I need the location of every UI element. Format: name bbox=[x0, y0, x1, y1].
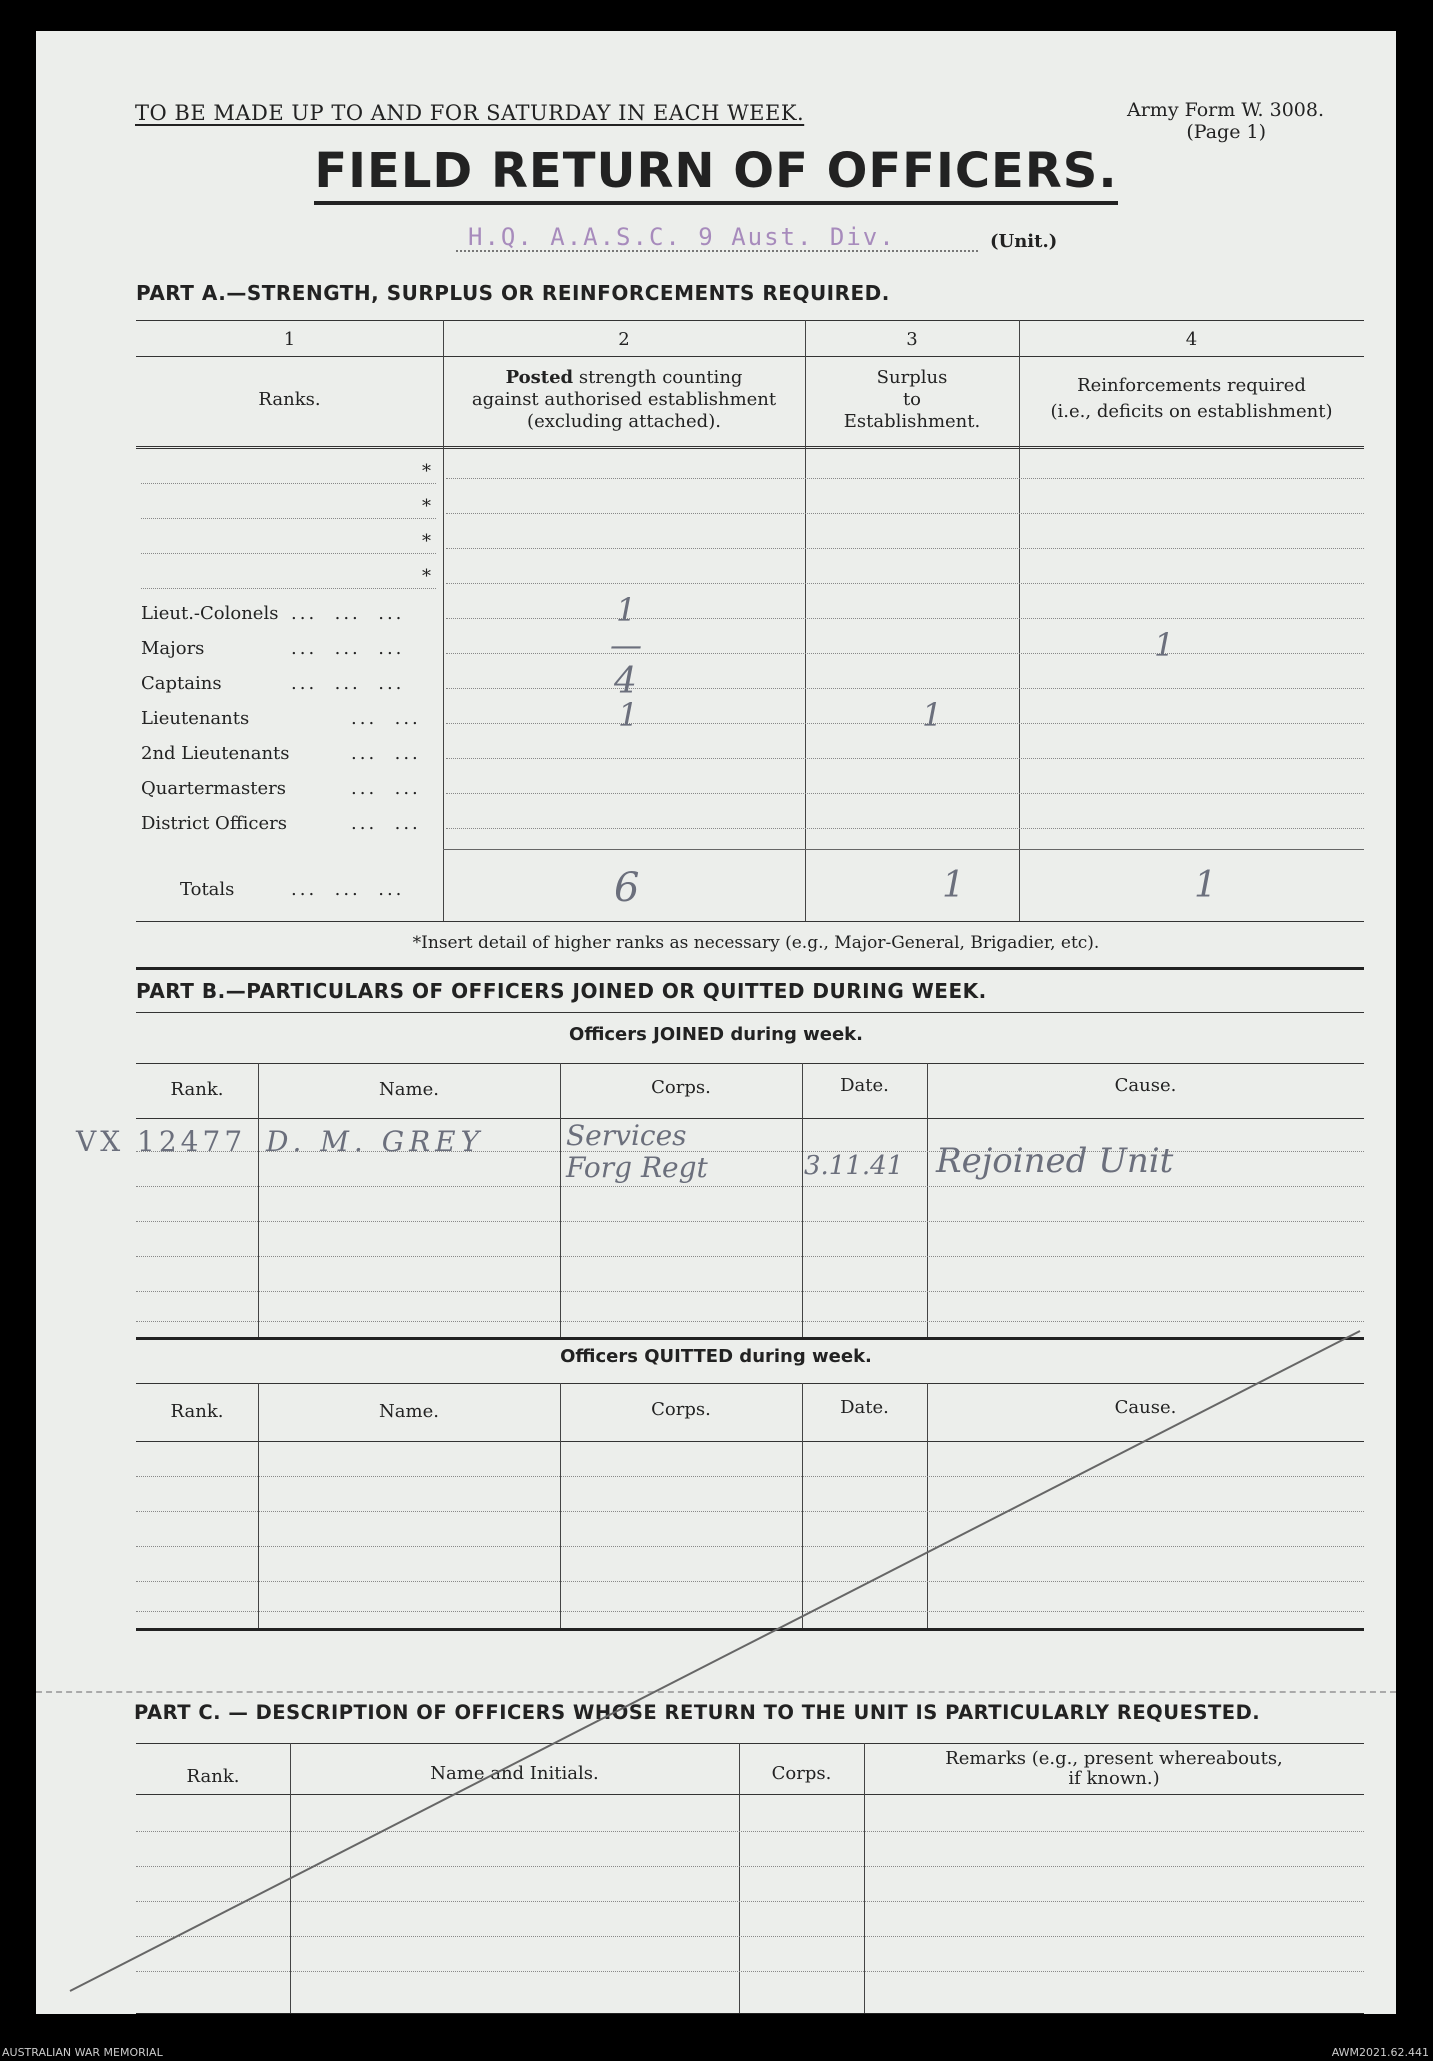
remarks-l1: Remarks (e.g., present whereabouts, bbox=[945, 1748, 1283, 1769]
rank-label: District Officers bbox=[141, 813, 287, 834]
joined-name: D. M. GREY bbox=[266, 1125, 485, 1158]
cross-out-line bbox=[36, 31, 1396, 2014]
asterisk: * bbox=[422, 531, 431, 552]
col-num-1: 1 bbox=[283, 329, 296, 350]
part-c-col-name: Name and Initials. bbox=[430, 1763, 599, 1784]
totals-reinforce: 1 bbox=[1194, 865, 1217, 906]
rank-label: Lieutenants bbox=[141, 708, 250, 729]
reinforce-header-l1: Reinforcements required bbox=[1077, 375, 1306, 396]
rank-label: Lieut.-Colonels bbox=[141, 603, 279, 624]
rank-label: 2nd Lieutenants bbox=[141, 743, 290, 764]
col-num-2: 2 bbox=[618, 329, 630, 350]
ranks-header: Ranks. bbox=[258, 389, 321, 410]
col-num-4: 4 bbox=[1185, 329, 1198, 350]
part-b-title: PART B.—PARTICULARS OF OFFICERS JOINED OR QUITTED DURING WEEK. bbox=[136, 979, 987, 1003]
leader-dots: ... ... bbox=[351, 813, 421, 834]
joined-col-date: Date. bbox=[840, 1075, 889, 1096]
footnote: *Insert detail of higher ranks as necessary (e.g., Major-General, Brigadier, etc). bbox=[412, 933, 1100, 953]
rank-label: Captains bbox=[141, 673, 222, 694]
posted-header-l2: against authorised establishment bbox=[471, 389, 777, 410]
joined-rank: VX 12477 bbox=[76, 1125, 247, 1158]
joined-corps-line2: Forg Regt bbox=[566, 1151, 708, 1184]
reinforce-header-l2: (i.e., deficits on establishment) bbox=[1050, 401, 1333, 422]
footer-archive: AUSTRALIAN WAR MEMORIAL bbox=[2, 2046, 163, 2059]
quitted-col-name: Name. bbox=[379, 1401, 439, 1422]
joined-col-corps: Corps. bbox=[651, 1077, 711, 1098]
unit-label: (Unit.) bbox=[990, 231, 1058, 252]
posted-header-bold: Posted bbox=[505, 367, 574, 388]
part-c-title: PART C. — DESCRIPTION OF OFFICERS WHOSE RETURN TO THE UNIT IS PARTICULARLY REQUESTED. bbox=[134, 1701, 1261, 1724]
posted-value: 4 bbox=[614, 661, 637, 702]
col-num-3: 3 bbox=[906, 329, 918, 350]
totals-posted: 6 bbox=[614, 865, 640, 911]
form-number-text: Army Form W. 3008. bbox=[1127, 99, 1324, 121]
quitted-title: Officers QUITTED during week. bbox=[560, 1346, 872, 1367]
part-c-col-rank: Rank. bbox=[186, 1766, 240, 1787]
part-c-col-corps: Corps. bbox=[771, 1763, 832, 1784]
posted-value: 1 bbox=[616, 591, 637, 629]
leader-dots: ... ... bbox=[351, 708, 421, 729]
leader-dots: ... ... bbox=[351, 778, 421, 799]
joined-col-name: Name. bbox=[379, 1079, 439, 1100]
leader-dots: ... ... ... bbox=[291, 603, 405, 624]
leader-dots: ... ... ... bbox=[291, 879, 405, 900]
asterisk: * bbox=[422, 496, 431, 517]
quitted-col-corps: Corps. bbox=[651, 1399, 711, 1420]
part-a-title: PART A.—STRENGTH, SURPLUS OR REINFORCEMENTS REQUIRED. bbox=[136, 281, 890, 305]
totals-label: Totals bbox=[180, 879, 235, 900]
surplus-header-l2: to bbox=[902, 389, 922, 410]
totals-surplus: 1 bbox=[942, 865, 965, 906]
leader-dots: ... ... ... bbox=[291, 638, 405, 659]
quitted-col-rank: Rank. bbox=[170, 1401, 224, 1422]
asterisk: * bbox=[422, 566, 431, 587]
unit-stamp: H.Q. A.A.S.C. 9 Aust. Div. bbox=[468, 223, 896, 251]
instruction-text: TO BE MADE UP TO AND FOR SATURDAY IN EACH WEEK. bbox=[135, 101, 805, 125]
leader-dots: ... ... ... bbox=[291, 673, 405, 694]
surplus-header-l3: Establishment. bbox=[843, 411, 981, 432]
posted-header-l3: (excluding attached). bbox=[527, 411, 721, 432]
rank-label: Quartermasters bbox=[141, 778, 286, 799]
form-sheet bbox=[36, 31, 1396, 2014]
page-number: (Page 1) bbox=[1186, 121, 1266, 143]
title-text: FIELD RETURN OF OFFICERS. bbox=[314, 143, 1117, 205]
remarks-l2: if known.) bbox=[1068, 1768, 1160, 1789]
quitted-col-cause: Cause. bbox=[1114, 1397, 1177, 1418]
reinforce-value: 1 bbox=[1154, 626, 1175, 664]
posted-value: 1 bbox=[618, 696, 639, 734]
joined-corps-line1: Services bbox=[566, 1119, 687, 1152]
asterisk: * bbox=[422, 461, 431, 482]
leader-dots: ... ... bbox=[351, 743, 421, 764]
quitted-col-date: Date. bbox=[840, 1397, 889, 1418]
surplus-value: 1 bbox=[922, 696, 943, 734]
joined-col-rank: Rank. bbox=[170, 1079, 224, 1100]
footer-accession: AWM2021.62.441 bbox=[1331, 2046, 1429, 2059]
rank-label: Majors bbox=[141, 638, 205, 659]
posted-value: — bbox=[610, 626, 642, 664]
posted-header-rest: strength counting bbox=[573, 367, 743, 388]
joined-col-cause: Cause. bbox=[1114, 1075, 1177, 1096]
joined-date: 3.11.41 bbox=[804, 1151, 904, 1181]
joined-title: Officers JOINED during week. bbox=[569, 1024, 863, 1045]
surplus-header-l1: Surplus bbox=[876, 367, 948, 388]
joined-cause: Rejoined Unit bbox=[936, 1141, 1174, 1181]
